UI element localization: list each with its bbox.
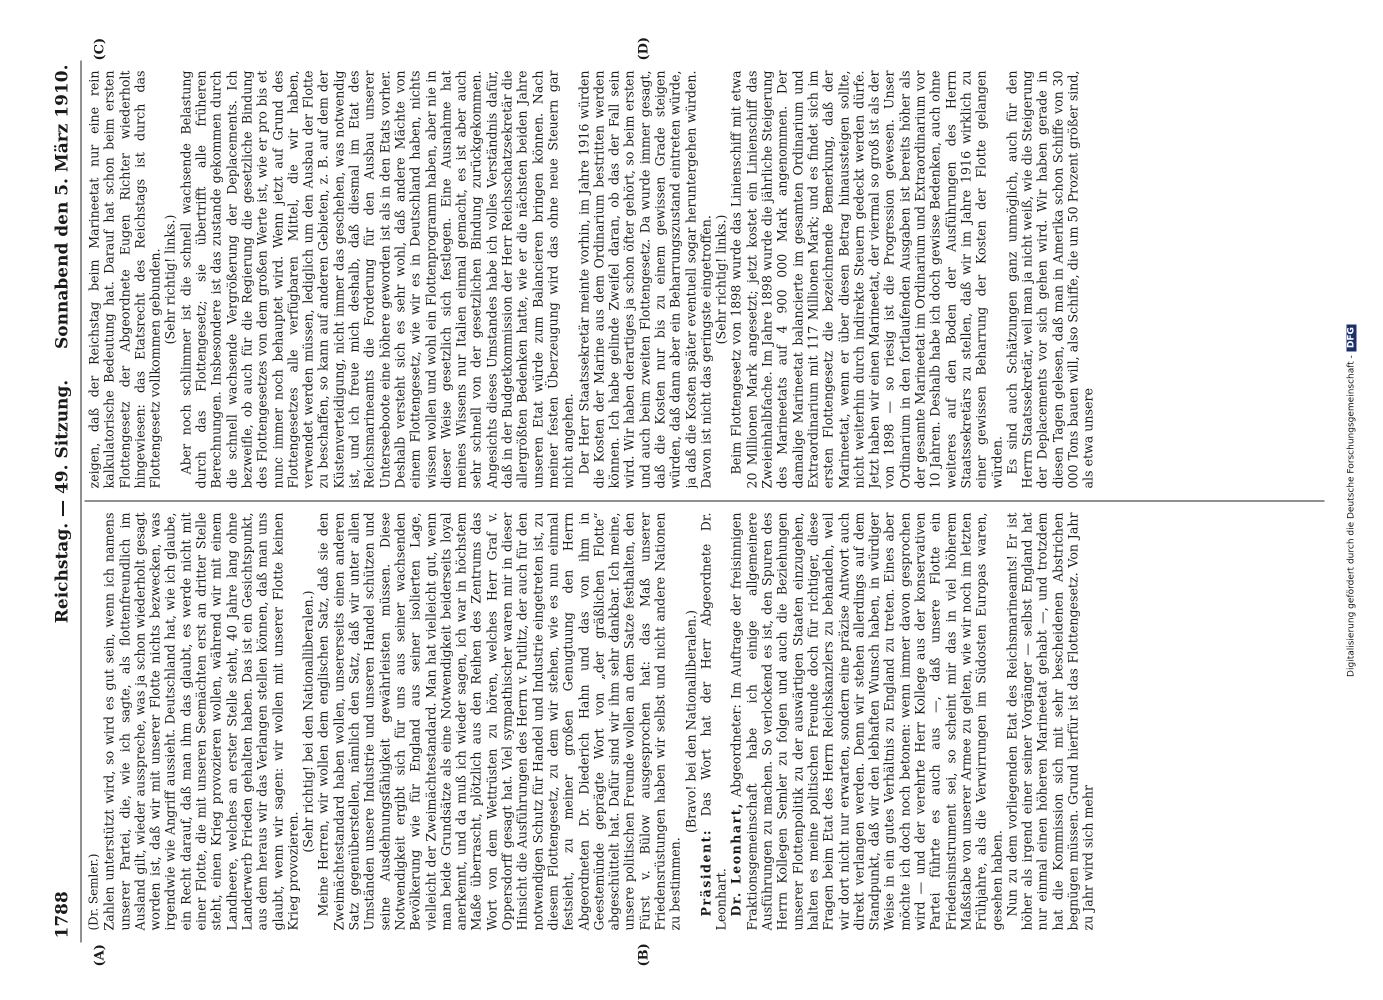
paragraph: Es sind auch Schätzungen ganz unmöglich, auch für den Herrn Staatssekretär, weil man ja nicht weiß, wie die Steigerung der Deplacements vor sich gehen wird. Wir haben gerade in diesen Tagen gelesen, daß man in Amerika schon Schiffe von 30 000 Tons bauen will, also Schiffe, die um 50 Prozent größer sind, als etwa unsere: [1003, 70, 1096, 488]
margin-mark-c: (C): [92, 37, 107, 60]
paragraph: Nun zu dem vorliegenden Etat des Reichsmarineamts! Er ist höher als irgend einer seiner Vorgänger — selbst England hat nur einmal einen höheren Marineetat gehabt —, und trotzdem hat die Kommission sich mit sehr bescheidenen Abstrichen begnügen müssen. Grund hierfür ist das Flottengesetz. Von Jahr zu Jahr wird sich mehr: [1003, 512, 1096, 930]
credit-text: Digitalisierung gefördert durch die Deutsche Forschungsgemeinschaft -: [1346, 354, 1356, 677]
margin-mark-a: (A): [92, 943, 107, 966]
paragraph: Der Herr Staatssekretär meinte vorhin, im Jahre 1916 würden die Kosten der Marine aus dem Ordinarium bestritten werden können. Ich habe gelinde Zweifel daran, ob das der Fall sein wird. Wir haben derartiges ja schon öfter gehört, so beim ersten und auch beim zweiten Flottengesetz. Da wurde immer gesagt, daß die Kosten nur bis zu einem gewissen Grade steigen würden, daß dann aber ein Beharrungszustand eintreten würde, ja daß die Kosten später eventuell sogar heruntergehen würden. Davon ist nicht das geringste eingetroffen.: [575, 70, 713, 488]
digitization-credit: [1346, 30, 1356, 970]
left-column: [86, 512, 1326, 930]
paragraph: Meine Herren, wir wollen dem englischen Satz, daß sie den Zweimächtestandard haben wollen, unsererseits einen anderen Satz gegenüberstellen, nämlich den Satz, daß wir unter allen Umständen unsere Industrie und unseren Handel schützen und seine Ausdehnungsfähigkeit gewährleisten müssen. Diese Notwendigkeit ergibt sich für uns aus seiner wachsenden Bevölkerung wie für England aus seiner isolierten Lage, vielleicht der Zweimächtestandard. Man hat vielleicht gut, wenn man beide Grundsätze als eine Notwendigkeit beiderseits loyal anerkennt, und da muß ich wieder sagen, ich war in höchstem Maße überrascht, plötzlich aus den Reihen des Zentrums das Wort von dem Wettrüsten zu hören, welches Herr Graf v. Oppersdorff gesagt hat. Viel sympathischer waren mir in dieser Hinsicht die Ausführungen des Herrn v. Putlitz, der auch für den notwendigen Schutz für Handel und Industrie eingetreten ist, zu diesem Flottengesetz, zu dem wir stehen, wie es nun einmal festsieht, zu meiner großen Genugtuung den Herrn Abgeordneten Dr. Diederich Hahn und das von ihm in Geestemünde geprägte Wort von „der gräßlichen Flotte“ abgeschüttelt hat. Dafür sind wir ihm sehr dankbar. Ich meine, unsere politischen Freunde wollen an dem Satze festhalten, den Fürst v. Bülow ausgesprochen hat: das Maß unserer Friedensrüstungen haben wir selbst und nicht andere Nationen zu bestimmen.: [315, 512, 683, 930]
margin-mark-b: (B): [636, 942, 651, 966]
session-title: Reichstag. — 49. Sitzung.: [52, 379, 72, 623]
session-date: Sonnabend den 5. März 1910.: [52, 64, 72, 349]
speech-start: [728, 512, 1003, 930]
page-header: [52, 64, 78, 938]
interjection: (Sehr richtig! bei den Nationalliberalen.): [300, 589, 316, 853]
header-rule: [80, 60, 81, 942]
president-text: Das Wort hat der Herr Abgeordnete Dr. Leonhart.: [697, 512, 729, 930]
speech-text: Abgeordneter: Im Auftrage der freisinnigen Fraktionsgemeinschaft habe ich einige allgemeinere Ausführungen zu machen. So verlockend es ist, den Spuren des Herrn Kollegen Semler zu folgen und auch die Beziehungen unserer Flottenpolitik zu der auswärtigen Staaten einzugehen, halten es meine politischen Freunde doch für richtiger, diese Fragen beim Etat des Herrn Reichskanzlers zu behandeln, weil wir dort nicht nur erwarten, sondern eine präzise Antwort auch direkt verlangen werden. Denn wir stehen allerdings auf dem Standpunkt, daß wir den lebhaften Wunsch haben, in würdiger Weise in ein gutes Verhältnis zu England zu treten. Eines aber möchte ich doch noch betonen: wenn immer davon gesprochen wird — und der verehrte Herr Kollege aus der konservativen Partei führte es auch aus —, daß unsere Flotte ein Friedensinstrument sei, so scheint mir das in viel höherem Maßstabe von unserer Armee zu gelten, wie wir noch im letzten Frühjahre, als die Verwirrungen im Südosten Europas waren, gesehen haben.: [728, 512, 1004, 930]
page-number: 1788: [52, 890, 72, 938]
interjection: (Bravo! bei den Nationalliberalen.): [682, 609, 698, 833]
president-statement: [698, 512, 729, 930]
speaker-label: Dr. Leonhart,: [728, 801, 744, 916]
speaker-tag: (Dr. Semler.): [86, 853, 100, 930]
paragraph: Zahlen unterstützt wird, so wird es gut sein, wenn ich namens unserer Partei, die, wie ich sagte, als flottenfreundlich im Ausland gilt, wieder ausspreche, was ja schon wiederholt gesagt worden ist, daß wir mit unserer Flotte nichts bezwecken, was irgendwie wie Angriff aussieht. Deutschland hat, wie ich glaube, ein Recht darauf, daß man ihm das glaubt, es werde nicht mit einer Flotte, die mit unseren Seemächten erst an dritter Stelle steht, einen Krieg provozieren wollen, während wir mit einem Landheere, welches an erster Stelle steht, 40 Jahre lang ohne Landerwerb Frieden gehalten haben. Das ist ein Gesichtspunkt, aus dem heraus wir das Verlangen stellen können, daß man uns glaubt, wenn wir sagen: wir wollen mit unserer Flotte keinen Krieg provozieren.: [101, 512, 300, 930]
interjection: (Sehr richtig! links.): [713, 214, 729, 344]
paragraph: zeigen, daß der Reichstag beim Marineetat nur eine rein kalkulatorische Bedeutung hat. Darauf hat schon beim ersten Flottengesetz der Abgeordnete Eugen Richter wiederholt hingewiesen: das Etatsrecht des Reichstags ist durch das Flottengesetz vollkommen gebunden.: [86, 70, 163, 488]
column-divider: [84, 500, 1324, 501]
paragraph: Aber noch schlimmer ist die schnell wachsende Belastung durch das Flottengesetz; sie übertrifft alle früheren Berechnungen. Insbesondere ist das zustande gekommen durch die schnell wachsende Vergrößerung der Deplacements. Ich bezweifle, ob auch für die Regierung die gesetzliche Bindung des Flottengesetzes von dem großen Werte ist, wie er pro bis et nunc immer noch behauptet wird. Wenn jetzt auf Grund des Flottengesetzes alle verfügbaren Mittel, die wir haben, verwendet werden müssen, lediglich um den Ausbau der Flotte zu beschaffen, so kann auf anderen Gebieten, z. B. auf dem der Küstenverteidigung, nicht immer das geschehen, was notwendig ist, und ich freue mich deshalb, daß diesmal im Etat des Reichsmarineamts die Forderung für den Ausbau unserer Unterseeboote eine höhere geworden ist als in den Etats vorher. Deshalb versteht sich es sehr wohl, daß andere Mächte von einem Flottengesetz, wie wir es in Deutschland haben, nichts wissen wollen und wohl ein Flottenprogramm haben, aber nie in dieser Weise gesetzlich sich festlegen. Eine Ausnahme hat meines Wissens nur Italien einmal gemacht, es ist aber auch sehr schnell von der gesetzlichen Bindung zurückgekommen. Angesichts dieses Umstandes habe ich volles Verständnis dafür, daß in der Budgetkommission der Herr Reichsschatzsekretär die allergrößten Bedenken hatte, wie er die nächsten beiden Jahre unseren Etat würde zum Balancieren bringen können. Nach meiner festen Überzeugung wird das ohne neue Steuern gar nicht angehen.: [177, 70, 576, 488]
interjection: (Sehr richtig! links.): [162, 214, 178, 344]
margin-mark-d: (D): [636, 36, 651, 60]
dfg-logo: DFG: [1346, 324, 1356, 351]
right-column: [86, 70, 1326, 488]
paragraph: Beim Flottengesetz von 1898 wurde das Linienschiff mit etwa 20 Millionen Mark angesetzt; jetzt kostet ein Linienschiff das Zweieinhalbfache. Im Jahre 1898 wurde die jährliche Steigerung des Marineetats auf 4 900 000 Mark angenommen. Der damalige Marineetat balancierte im gesamten Ordinarium und Extraordinarium mit 117 Millionen Mark; und es findet sich im ersten Flottengesetz die bezeichnende Bemerkung, daß der Marineetat, wenn er über diesen Betrag hinaussteigen sollte, nicht weiterhin durch indirekte Steuern gedeckt werden dürfe. Jetzt haben wir einen Marineetat, der viermal so groß ist als der von 1898 — so riesig ist die Progression gewesen. Unser Ordinarium in den fortlaufenden Ausgaben ist bereits höher als der gesamte Marineetat im Ordinarium und Extraordinarium vor 10 Jahren. Deshalb habe ich doch gewisse Bedenken, auch ohne weiteres auf den Boden der Ausführungen des Herrn Staatssekretärs zu stellen, daß wir im Jahre 1916 wirklich zu einer gewissen Beharrung der Kosten der Flotte gelangen würden.: [728, 70, 1004, 488]
president-label: Präsident:: [697, 828, 713, 916]
